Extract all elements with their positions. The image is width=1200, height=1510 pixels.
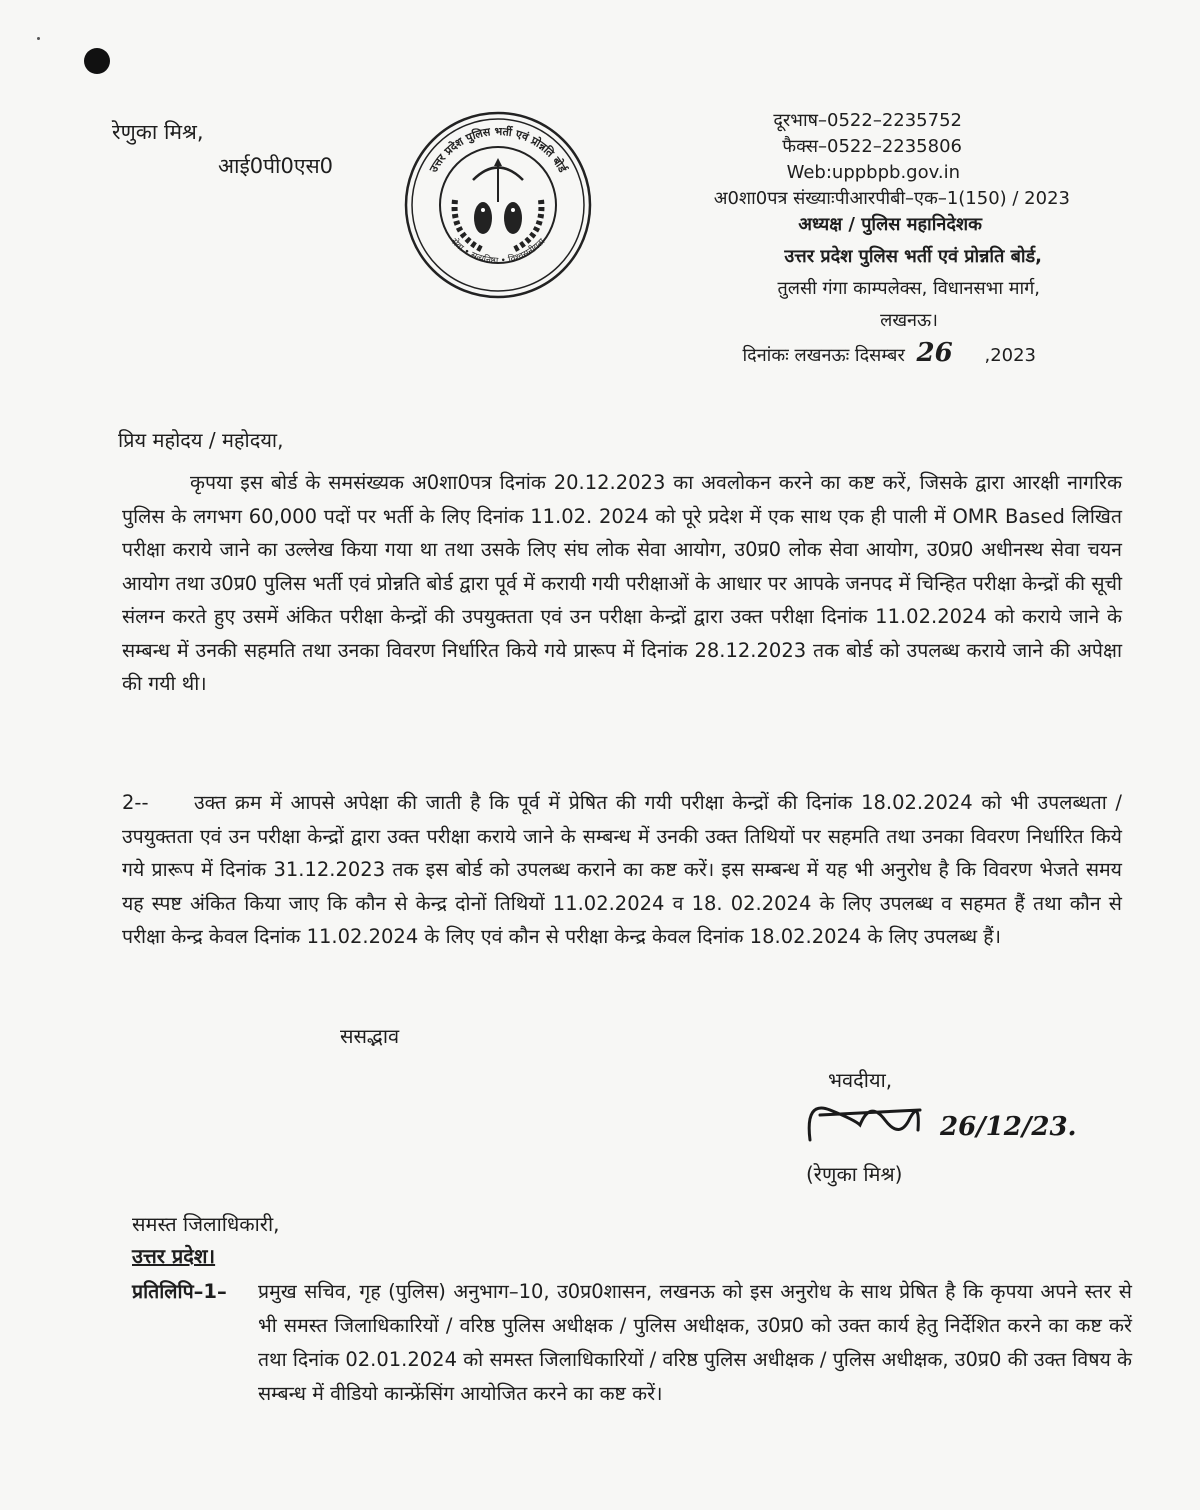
signature-date: 26/12/23. <box>940 1112 1077 1142</box>
sender-title: आई0पी0एस0 <box>218 154 334 178</box>
signature-block <box>800 1060 1100 1200</box>
paragraph-1 <box>122 466 1122 701</box>
date-prefix: दिनांकः लखनऊः दिसम्बर <box>742 345 905 366</box>
recipient-line-1: समस्त जिलाधिकारी, <box>132 1212 280 1236</box>
date-year: ,2023 <box>984 345 1036 366</box>
signatory-name: (रेणुका मिश्र) <box>806 1162 903 1186</box>
sender-name: रेणुका मिश्र, <box>112 120 204 144</box>
organization-name: उत्तर प्रदेश पुलिस भर्ती एवं प्रोन्नति बोर्ड, <box>784 246 1042 267</box>
handwritten-signature <box>800 1080 1100 1160</box>
closing-regards: ससद्भाव <box>340 1024 400 1048</box>
yours-faithfully: भवदीया, <box>828 1068 893 1092</box>
copy-to-section <box>132 1275 1132 1411</box>
paragraph-2-number: 2-- <box>122 791 149 814</box>
website: Web:uppbpb.gov.in <box>786 162 960 183</box>
paragraph-1-text: कृपया इस बोर्ड के समसंख्यक अ0शा0पत्र दिनांक 20.12.2023 का अवलोकन करने का कष्ट करें, जिसके द्वारा आरक्षी नागरिक पुलिस के लगभग 60,000 पदों पर भर्ती के लिए दिनांक 11.02. 2024 को पूरे प्रदेश में एक साथ एक ही पाली में OMR Based लिखित परीक्षा कराये जाने का उल्लेख किया गया था तथा उसके लिए संघ लोक सेवा आयोग, उ0प्र0 लोक सेवा आयोग, उ0प्र0 अधीनस्थ सेवा चयन आयोग तथा उ0प्र0 पुलिस भर्ती एवं प्रोन्नति बोर्ड द्वारा पूर्व में करायी गयी परीक्षाओं के आधार पर आपके जनपद में चिन्हित परीक्षा केन्द्रों की सूची संलग्न करते हुए उसमें अंकित परीक्षा केन्द्रों की उपयुक्तता एवं उन परीक्षा केन्द्रों द्वारा उक्त परीक्षा दिनांक 11.02.2024 को कराये जाने के सम्बन्ध में उनकी सहमति तथा उनका विवरण निर्धारित किये गये प्रारूप में दिनांक 28.12.2023 तक बोर्ड को उपलब्ध कराये जाने की अपेक्षा की गयी थी। <box>122 471 1122 695</box>
bullet-dot <box>84 48 110 74</box>
phone-number: दूरभाष–0522–2235752 <box>773 110 962 131</box>
seal-top-text: उत्तर प्रदेश पुलिस भर्ती एवं प्रोन्नति बोर्ड <box>426 124 570 175</box>
copy-to-text: प्रमुख सचिव, गृह (पुलिस) अनुभाग–10, उ0प्र0शासन, लखनऊ को इस अनुरोध के साथ प्रेषित है कि कृपया अपने स्तर से भी समस्त जिलाधिकारियों / वरिष्ठ पुलिस अधीक्षक / पुलिस अधीक्षक, उ0प्र0 को उक्त कार्य हेतु निर्देशित करने का कष्ट करें तथा दिनांक 02.01.2024 को समस्त जिलाधिकारियों / वरिष्ठ पुलिस अधीक्षक / पुलिस अधीक्षक, उ0प्र0 की उक्त विषय के सम्बन्ध में वीडियो कान्फ्रेंसिंग आयोजित करने का कष्ट करें। <box>258 1280 1132 1405</box>
city: लखनऊ। <box>880 310 938 331</box>
salutation: प्रिय महोदय / महोदया, <box>118 428 284 452</box>
recipient-line-2: उत्तर प्रदेश। <box>132 1244 216 1268</box>
letter-number: अ0शा0प‌त्र संख्याःपीआरपीबी–एक–1(150) / 2023 <box>713 188 1070 209</box>
svg-text:सेवा • सत्यनिष्ठा • विश्वसनीयत <box>449 236 548 267</box>
paragraph-2-text: उक्त क्रम में आपसे अपेक्षा की जाती है कि पूर्व में प्रेषित की गयी परीक्षा केन्द्रों की दिनांक 18.02.2024 को भी उपलब्धता / उपयुक्तता एवं उन परीक्षा केन्द्रों द्वारा उक्त परीक्षा कराये जाने के सम्बन्ध में उनकी उक्त तिथियों पर सहमति तथा उनका विवरण निर्धारित किये गये प्रारूप में दिनांक 31.12.2023 तक इस बोर्ड को उपलब्ध कराने का कष्ट करें। इस सम्बन्ध में यह भी अनुरोध है कि विवरण भेजते समय यह स्पष्ट अंकित किया जाए कि कौन से केन्द्र दोनों तिथियों 11.02.2024 व 18. 02.2024 के लिए उपलब्ध व सहमत हैं तथा कौन से परीक्षा केन्द्र केवल दिनांक 11.02.2024 के लिए एवं कौन से परीक्षा केन्द्र केवल दिनांक 18.02.2024 के लिए उपलब्ध हैं। <box>122 791 1122 948</box>
letter-date <box>714 340 1036 369</box>
address-line: तुलसी गंगा काम्पलेक्स, विधानसभा मार्ग, <box>777 278 1040 299</box>
paragraph-2 <box>122 786 1122 954</box>
designation: अध्यक्ष / पुलिस महानिदेशक <box>798 214 982 235</box>
date-day-handwritten: 26 <box>916 338 953 368</box>
copy-to-label: प्रतिलिपि–1– <box>132 1280 227 1303</box>
board-seal-logo <box>403 110 593 300</box>
seal-bottom-text: सेवा • सत्यनिष्ठा • विश्वसनीयता <box>448 236 548 267</box>
scan-speck <box>37 37 40 40</box>
fax-number: फैक्स–0522–2235806 <box>782 136 962 157</box>
